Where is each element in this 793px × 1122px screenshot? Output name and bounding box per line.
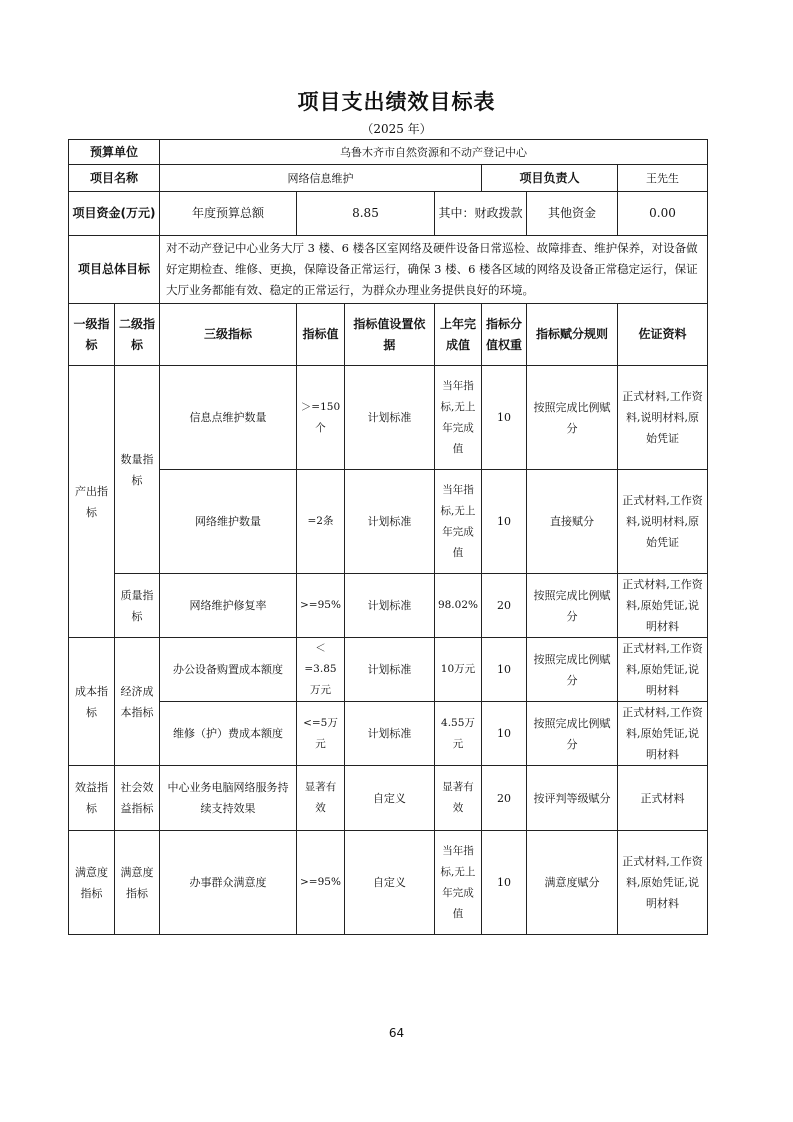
funds-row (69, 192, 708, 236)
budget-unit-value: 乌鲁木齐市自然资源和不动产登记中心 (160, 140, 708, 165)
page-title: 项目支出绩效目标表 (297, 90, 496, 114)
indicator-evidence: 正式材料,工作资料,说明材料,原始凭证 (617, 470, 707, 574)
table-row (69, 470, 708, 574)
indicator-evidence: 正式材料 (617, 766, 707, 831)
leader-label: 项目负责人 (481, 165, 617, 192)
header-last-year: 上年完成值 (434, 304, 481, 366)
header-basis: 指标值设置依据 (344, 304, 434, 366)
indicator-basis: 计划标准 (344, 702, 434, 766)
header-level3: 三级指标 (160, 304, 297, 366)
year-label: （2025 年） (361, 122, 432, 136)
indicator-value: ＞=150个 (297, 366, 345, 470)
table-row (69, 702, 708, 766)
indicator-last-year: 显著有效 (434, 766, 481, 831)
indicator-value: >=95% (297, 574, 345, 638)
indicator-basis: 自定义 (344, 766, 434, 831)
indicator-rule: 按照完成比例赋分 (526, 574, 617, 638)
indicator-rule: 直接赋分 (526, 470, 617, 574)
indicator-weight: 20 (481, 766, 526, 831)
indicator-basis: 计划标准 (344, 638, 434, 702)
group-social-benefit: 社会效益指标 (115, 766, 160, 831)
group-quantity: 数量指标 (115, 366, 160, 574)
indicator-weight: 10 (481, 831, 526, 935)
indicator-name: 办公设备购置成本额度 (160, 638, 297, 702)
project-name-label: 项目名称 (69, 165, 160, 192)
page-number: 64 (388, 1026, 405, 1040)
header-level2: 二级指标 (115, 304, 160, 366)
indicator-last-year: 当年指标,无上年完成值 (434, 470, 481, 574)
performance-target-table (68, 139, 708, 935)
indicator-weight: 10 (481, 366, 526, 470)
indicator-evidence: 正式材料,工作资料,原始凭证,说明材料 (617, 638, 707, 702)
goal-label: 项目总体目标 (69, 236, 160, 304)
indicator-rule: 满意度赋分 (526, 831, 617, 935)
header-evidence: 佐证资料 (617, 304, 707, 366)
indicator-evidence: 正式材料,工作资料,原始凭证,说明材料 (617, 831, 707, 935)
other-funds-label: 其他资金 (526, 192, 617, 236)
group-quality: 质量指标 (115, 574, 160, 638)
header-rule: 指标赋分规则 (526, 304, 617, 366)
leader-value: 王先生 (617, 165, 707, 192)
indicator-header-row (69, 304, 708, 366)
fiscal-label: 其中：财政拨款 (434, 192, 526, 236)
indicator-last-year: 10万元 (434, 638, 481, 702)
indicator-weight: 10 (481, 470, 526, 574)
indicator-weight: 20 (481, 574, 526, 638)
annual-budget-value: 8.85 (297, 192, 435, 236)
indicator-evidence: 正式材料,工作资料,原始凭证,说明材料 (617, 574, 707, 638)
indicator-weight: 10 (481, 702, 526, 766)
header-weight: 指标分值权重 (481, 304, 526, 366)
header-value: 指标值 (297, 304, 345, 366)
project-name-row (69, 165, 708, 192)
table-row (69, 574, 708, 638)
project-name-value: 网络信息维护 (160, 165, 482, 192)
table-row (69, 638, 708, 702)
indicator-name: 网络维护修复率 (160, 574, 297, 638)
indicator-last-year: 当年指标,无上年完成值 (434, 831, 481, 935)
indicator-value: >=95% (297, 831, 345, 935)
indicator-name: 网络维护数量 (160, 470, 297, 574)
group-satisfaction-sub: 满意度指标 (115, 831, 160, 935)
indicator-name: 信息点维护数量 (160, 366, 297, 470)
goal-row (69, 236, 708, 304)
group-benefit: 效益指标 (69, 766, 115, 831)
indicator-basis: 计划标准 (344, 366, 434, 470)
indicator-evidence: 正式材料,工作资料,原始凭证,说明材料 (617, 702, 707, 766)
indicator-rule: 按照完成比例赋分 (526, 702, 617, 766)
indicator-basis: 计划标准 (344, 470, 434, 574)
group-satisfaction: 满意度指标 (69, 831, 115, 935)
indicator-last-year: 4.55万元 (434, 702, 481, 766)
budget-unit-row (69, 140, 708, 165)
budget-unit-label: 预算单位 (69, 140, 160, 165)
indicator-value: ＜=3.85万元 (297, 638, 345, 702)
group-output: 产出指标 (69, 366, 115, 638)
indicator-last-year: 98.02% (434, 574, 481, 638)
other-funds-value: 0.00 (617, 192, 707, 236)
indicator-value: 显著有效 (297, 766, 345, 831)
annual-budget-label: 年度预算总额 (160, 192, 297, 236)
indicator-weight: 10 (481, 638, 526, 702)
indicator-evidence: 正式材料,工作资料,说明材料,原始凭证 (617, 366, 707, 470)
funds-label: 项目资金(万元) (69, 192, 160, 236)
indicator-basis: 自定义 (344, 831, 434, 935)
goal-text: 对不动产登记中心业务大厅 3 楼、6 楼各区室网络及硬件设备日常巡检、故障排查、维护保养，对设备做好定期检查、维修、更换，保障设备正常运行，确保 3 楼、6 楼各区域的网络及设备正常稳定运行，保证大厅业务都能有效、稳定的正常运行，为群众办理业务提供良好的环境。 (160, 236, 708, 304)
table-row (69, 766, 708, 831)
indicator-name: 办事群众满意度 (160, 831, 297, 935)
indicator-name: 中心业务电脑网络服务持续支持效果 (160, 766, 297, 831)
table-row (69, 831, 708, 935)
table-row (69, 366, 708, 470)
indicator-rule: 按照完成比例赋分 (526, 638, 617, 702)
indicator-value: <=5万元 (297, 702, 345, 766)
indicator-last-year: 当年指标,无上年完成值 (434, 366, 481, 470)
group-econ-cost: 经济成本指标 (115, 638, 160, 766)
indicator-value: =2条 (297, 470, 345, 574)
indicator-rule: 按照完成比例赋分 (526, 366, 617, 470)
header-level1: 一级指标 (69, 304, 115, 366)
indicator-name: 维修（护）费成本额度 (160, 702, 297, 766)
group-cost: 成本指标 (69, 638, 115, 766)
indicator-basis: 计划标准 (344, 574, 434, 638)
indicator-rule: 按评判等级赋分 (526, 766, 617, 831)
